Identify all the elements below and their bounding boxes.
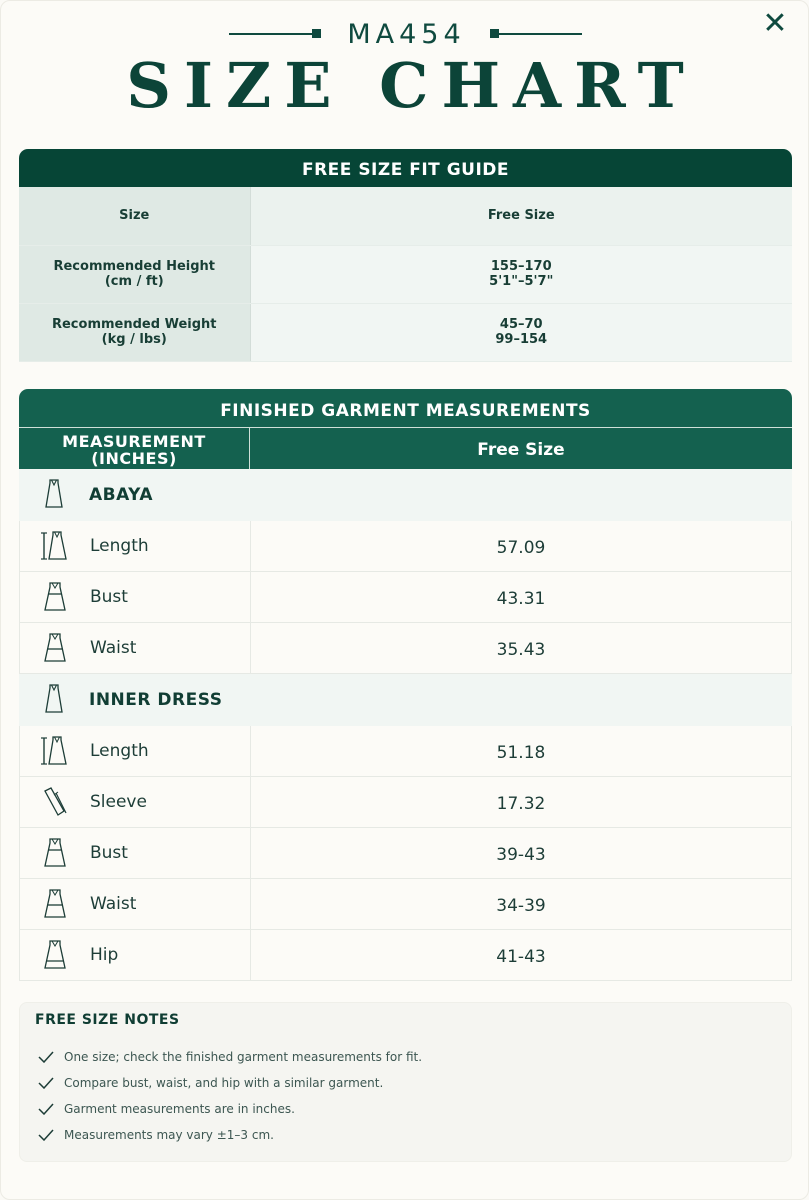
group-row-abaya — [19, 469, 792, 521]
measurement-value: 51.18 — [496, 742, 546, 763]
measurement-column-header: MEASUREMENT (INCHES) — [19, 428, 250, 469]
bust-icon — [20, 582, 90, 612]
waist-icon — [20, 633, 90, 663]
close-icon[interactable]: ✕ — [762, 6, 788, 41]
size-column-header: Free Size — [477, 440, 565, 460]
fit-guide-title: FREE SIZE FIT GUIDE — [19, 149, 792, 187]
hip-icon — [20, 940, 90, 970]
fit-value: 155–170 5'1"–5'7" — [250, 245, 792, 303]
garment-icon — [19, 684, 89, 716]
measurement-value: 43.31 — [496, 588, 546, 609]
sleeve-icon — [20, 787, 90, 817]
measurement-label: Length — [90, 741, 149, 761]
fit-value: 45–70 99–154 — [250, 303, 792, 361]
fit-label: Recommended Weight (kg / lbs) — [19, 303, 250, 361]
table-row — [19, 879, 792, 930]
fit-value: Free Size — [250, 187, 792, 245]
measurement-label: Waist — [90, 638, 137, 658]
measurement-value: 39-43 — [496, 844, 546, 865]
check-icon — [38, 1051, 64, 1063]
fit-guide-section — [19, 149, 792, 362]
divider-left — [229, 33, 317, 35]
table-row — [19, 623, 792, 674]
list-item: Garment measurements are in inches. — [38, 1096, 422, 1122]
measurement-value: 57.09 — [496, 537, 546, 558]
measurement-value: 17.32 — [496, 793, 546, 814]
notes-title: FREE SIZE NOTES — [35, 1012, 180, 1028]
measurement-label: Waist — [90, 894, 137, 914]
notes-section — [19, 1002, 792, 1162]
measurements-title: FINISHED GARMENT MEASUREMENTS — [19, 389, 792, 427]
measurement-label: Sleeve — [90, 792, 147, 812]
check-icon — [38, 1077, 64, 1089]
measurements-section — [19, 389, 792, 981]
group-name: ABAYA — [89, 485, 153, 505]
length-icon — [20, 736, 90, 766]
table-row — [19, 777, 792, 828]
fit-label: Recommended Height (cm / ft) — [19, 245, 250, 303]
measurement-label: Hip — [90, 945, 119, 965]
check-icon — [38, 1103, 64, 1115]
group-name: INNER DRESS — [89, 690, 223, 710]
table-row — [19, 930, 792, 981]
list-item: One size; check the finished garment measurements for fit. — [38, 1044, 422, 1070]
table-row — [19, 828, 792, 879]
product-code: MA454 — [347, 18, 466, 50]
table-row — [19, 521, 792, 572]
measurement-label: Bust — [90, 587, 128, 607]
waist-icon — [20, 889, 90, 919]
header — [1, 15, 809, 122]
bust-icon — [20, 838, 90, 868]
length-icon — [20, 531, 90, 561]
measurement-label: Length — [90, 536, 149, 556]
page-title: SIZE CHART — [126, 49, 697, 122]
notes-list — [38, 1044, 422, 1148]
table-row — [19, 245, 792, 303]
table-row — [19, 303, 792, 361]
measurements-header-row — [19, 427, 792, 469]
table-row — [19, 572, 792, 623]
table-row — [19, 187, 792, 245]
measurement-value: 41-43 — [496, 946, 546, 967]
garment-icon — [19, 479, 89, 511]
table-row — [19, 726, 792, 777]
check-icon — [38, 1129, 64, 1141]
measurement-value: 34-39 — [496, 895, 546, 916]
measurement-value: 35.43 — [496, 639, 546, 660]
product-code-row — [1, 15, 809, 53]
list-item: Measurements may vary ±1–3 cm. — [38, 1122, 422, 1148]
fit-label: Size — [19, 187, 250, 245]
list-item: Compare bust, waist, and hip with a similar garment. — [38, 1070, 422, 1096]
measurement-label: Bust — [90, 843, 128, 863]
fit-guide-table — [19, 187, 792, 362]
group-row-inner-dress — [19, 674, 792, 726]
divider-right — [494, 33, 582, 35]
